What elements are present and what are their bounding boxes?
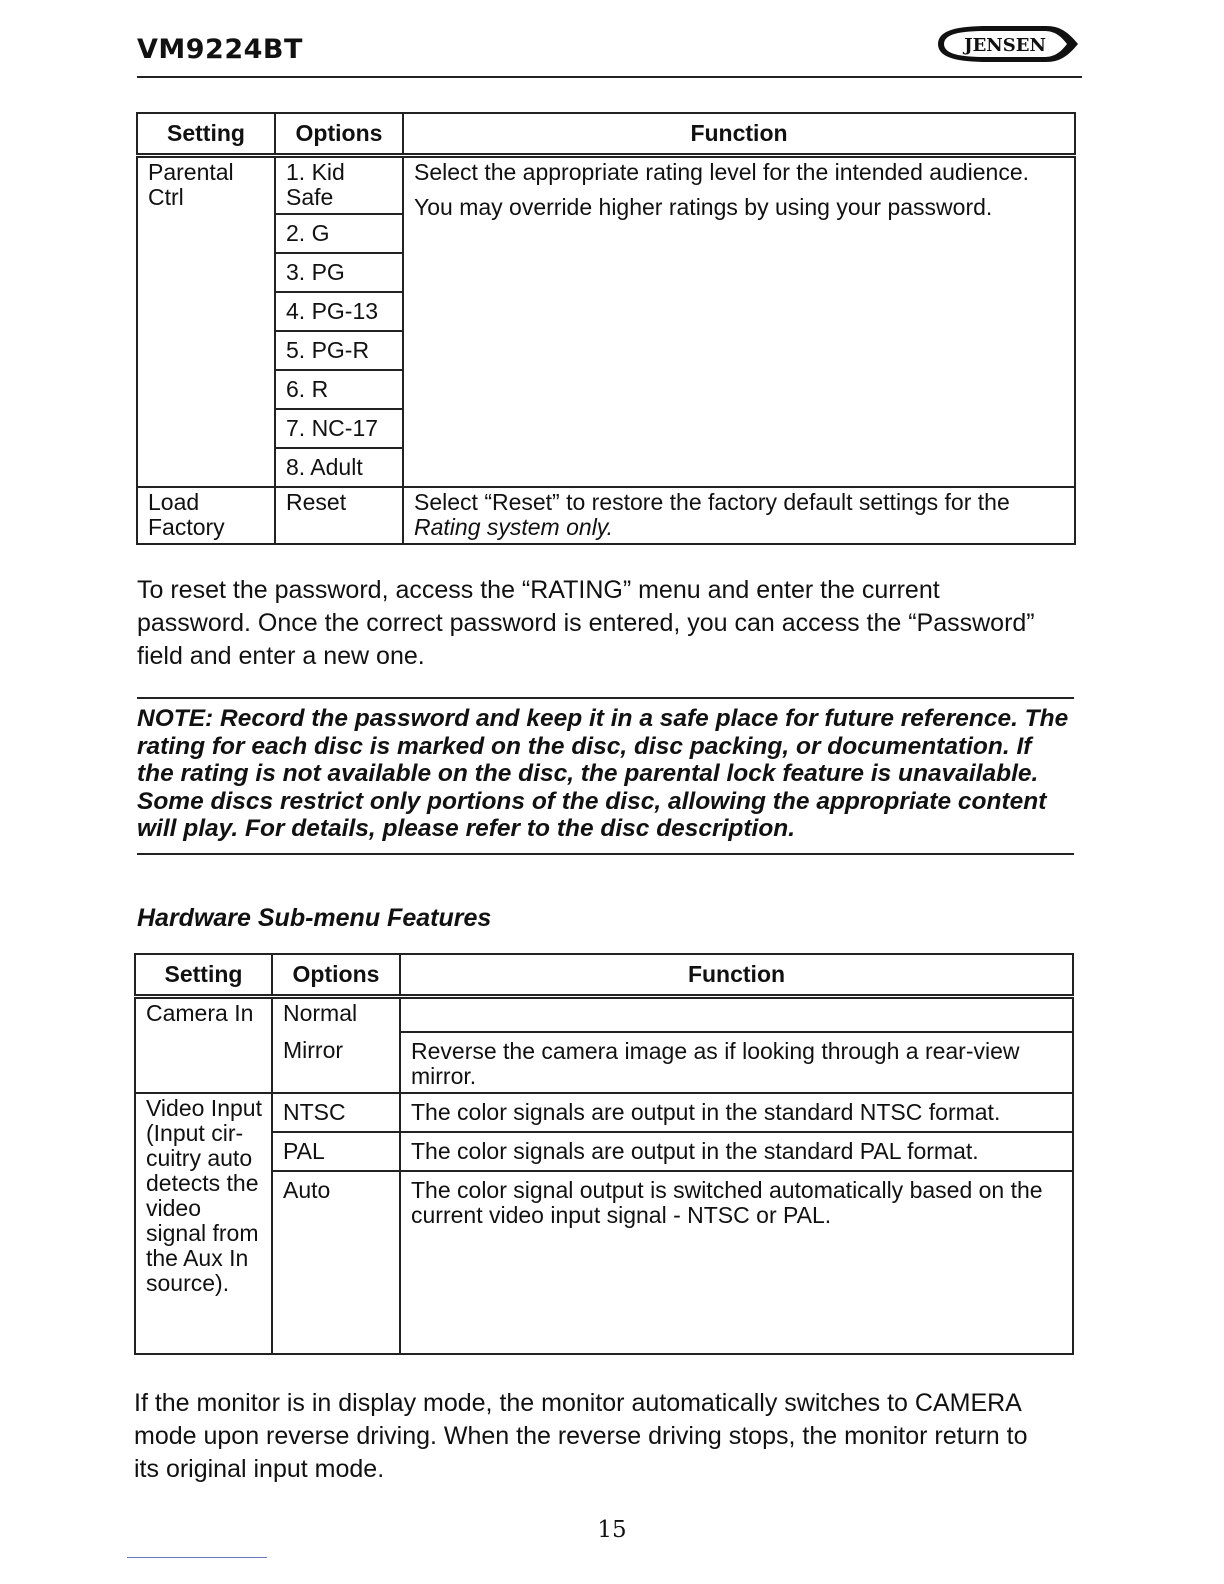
- model-number: VM9224BT: [137, 34, 303, 65]
- camera-paragraph: If the monitor is in display mode, the monitor automatically switches to CAMERA mode upon reverse driving. When the reverse driving stops, the monitor return to its original input mode.: [134, 1389, 1028, 1483]
- function-cell: [403, 156, 1075, 488]
- function-text: You may override higher ratings by using your password.: [414, 194, 993, 220]
- option-cell: 6. R: [275, 370, 403, 409]
- column-header: Function: [400, 954, 1073, 997]
- password-paragraph: To reset the password, access the “RATING” menu and enter the current password. Once the correct password is entered, you can access the “Password” field and enter a new one.: [137, 576, 1035, 670]
- option-cell: PAL: [272, 1132, 400, 1171]
- column-header: Options: [272, 954, 400, 997]
- option-cell: 2. G: [275, 214, 403, 253]
- function-cell: Reverse the camera image as if looking through a rear-view mirror.: [400, 1032, 1073, 1093]
- note-box: NOTE: Record the password and keep it in a safe place for future reference. The rating for each disc is marked on the disc, disc packing, or documentation. If the rating is not available on the disc, the parental lock feature is unavailable. Some discs restrict only portions of the disc, allowing the appropriate content will play. For details, please refer to the disc description.: [137, 697, 1074, 855]
- option-cell: Reset: [275, 487, 403, 544]
- function-cell: The color signal output is switched automatically based on the current video input signal - NTSC or PAL.: [400, 1171, 1073, 1354]
- setting-cell: Video Input (Input cir-cuitry auto detects the video signal from the Aux In source).: [135, 1093, 272, 1354]
- column-header: Function: [403, 113, 1075, 156]
- jensen-logo: [928, 22, 1080, 66]
- section-heading: Hardware Sub-menu Features: [137, 904, 492, 932]
- option-cell: 3. PG: [275, 253, 403, 292]
- option-cell: 5. PG-R: [275, 331, 403, 370]
- page-number: 15: [597, 1517, 627, 1543]
- function-cell: [400, 997, 1073, 1033]
- setting-cell: Camera In: [135, 997, 272, 1094]
- setting-cell: Parental Ctrl: [137, 156, 275, 488]
- option-cell: 1. Kid Safe: [275, 156, 403, 215]
- option-cell: Mirror: [272, 1032, 400, 1093]
- svg-text:JENSEN: JENSEN: [964, 35, 1046, 56]
- function-cell: [403, 487, 1075, 544]
- function-cell: The color signals are output in the standard NTSC format.: [400, 1093, 1073, 1132]
- function-cell: The color signals are output in the standard PAL format.: [400, 1132, 1073, 1171]
- page-header: [137, 30, 1082, 78]
- column-header: Setting: [135, 954, 272, 997]
- function-text: Select “Reset” to restore the factory default settings for the: [414, 489, 1010, 515]
- option-cell: NTSC: [272, 1093, 400, 1132]
- setting-cell: Load Factory: [137, 487, 275, 544]
- option-cell: Auto: [272, 1171, 400, 1354]
- option-cell: 7. NC-17: [275, 409, 403, 448]
- option-cell: 8. Adult: [275, 448, 403, 487]
- column-header: Options: [275, 113, 403, 156]
- footer-rule: [127, 1557, 267, 1558]
- hardware-table: [134, 953, 1074, 1355]
- function-text: Select the appropriate rating level for the intended audience.: [414, 159, 1030, 185]
- column-header: Setting: [137, 113, 275, 156]
- rating-table: [136, 112, 1076, 545]
- option-cell: Normal: [272, 997, 400, 1033]
- option-cell: 4. PG-13: [275, 292, 403, 331]
- function-text-italic: Rating system only.: [414, 514, 613, 540]
